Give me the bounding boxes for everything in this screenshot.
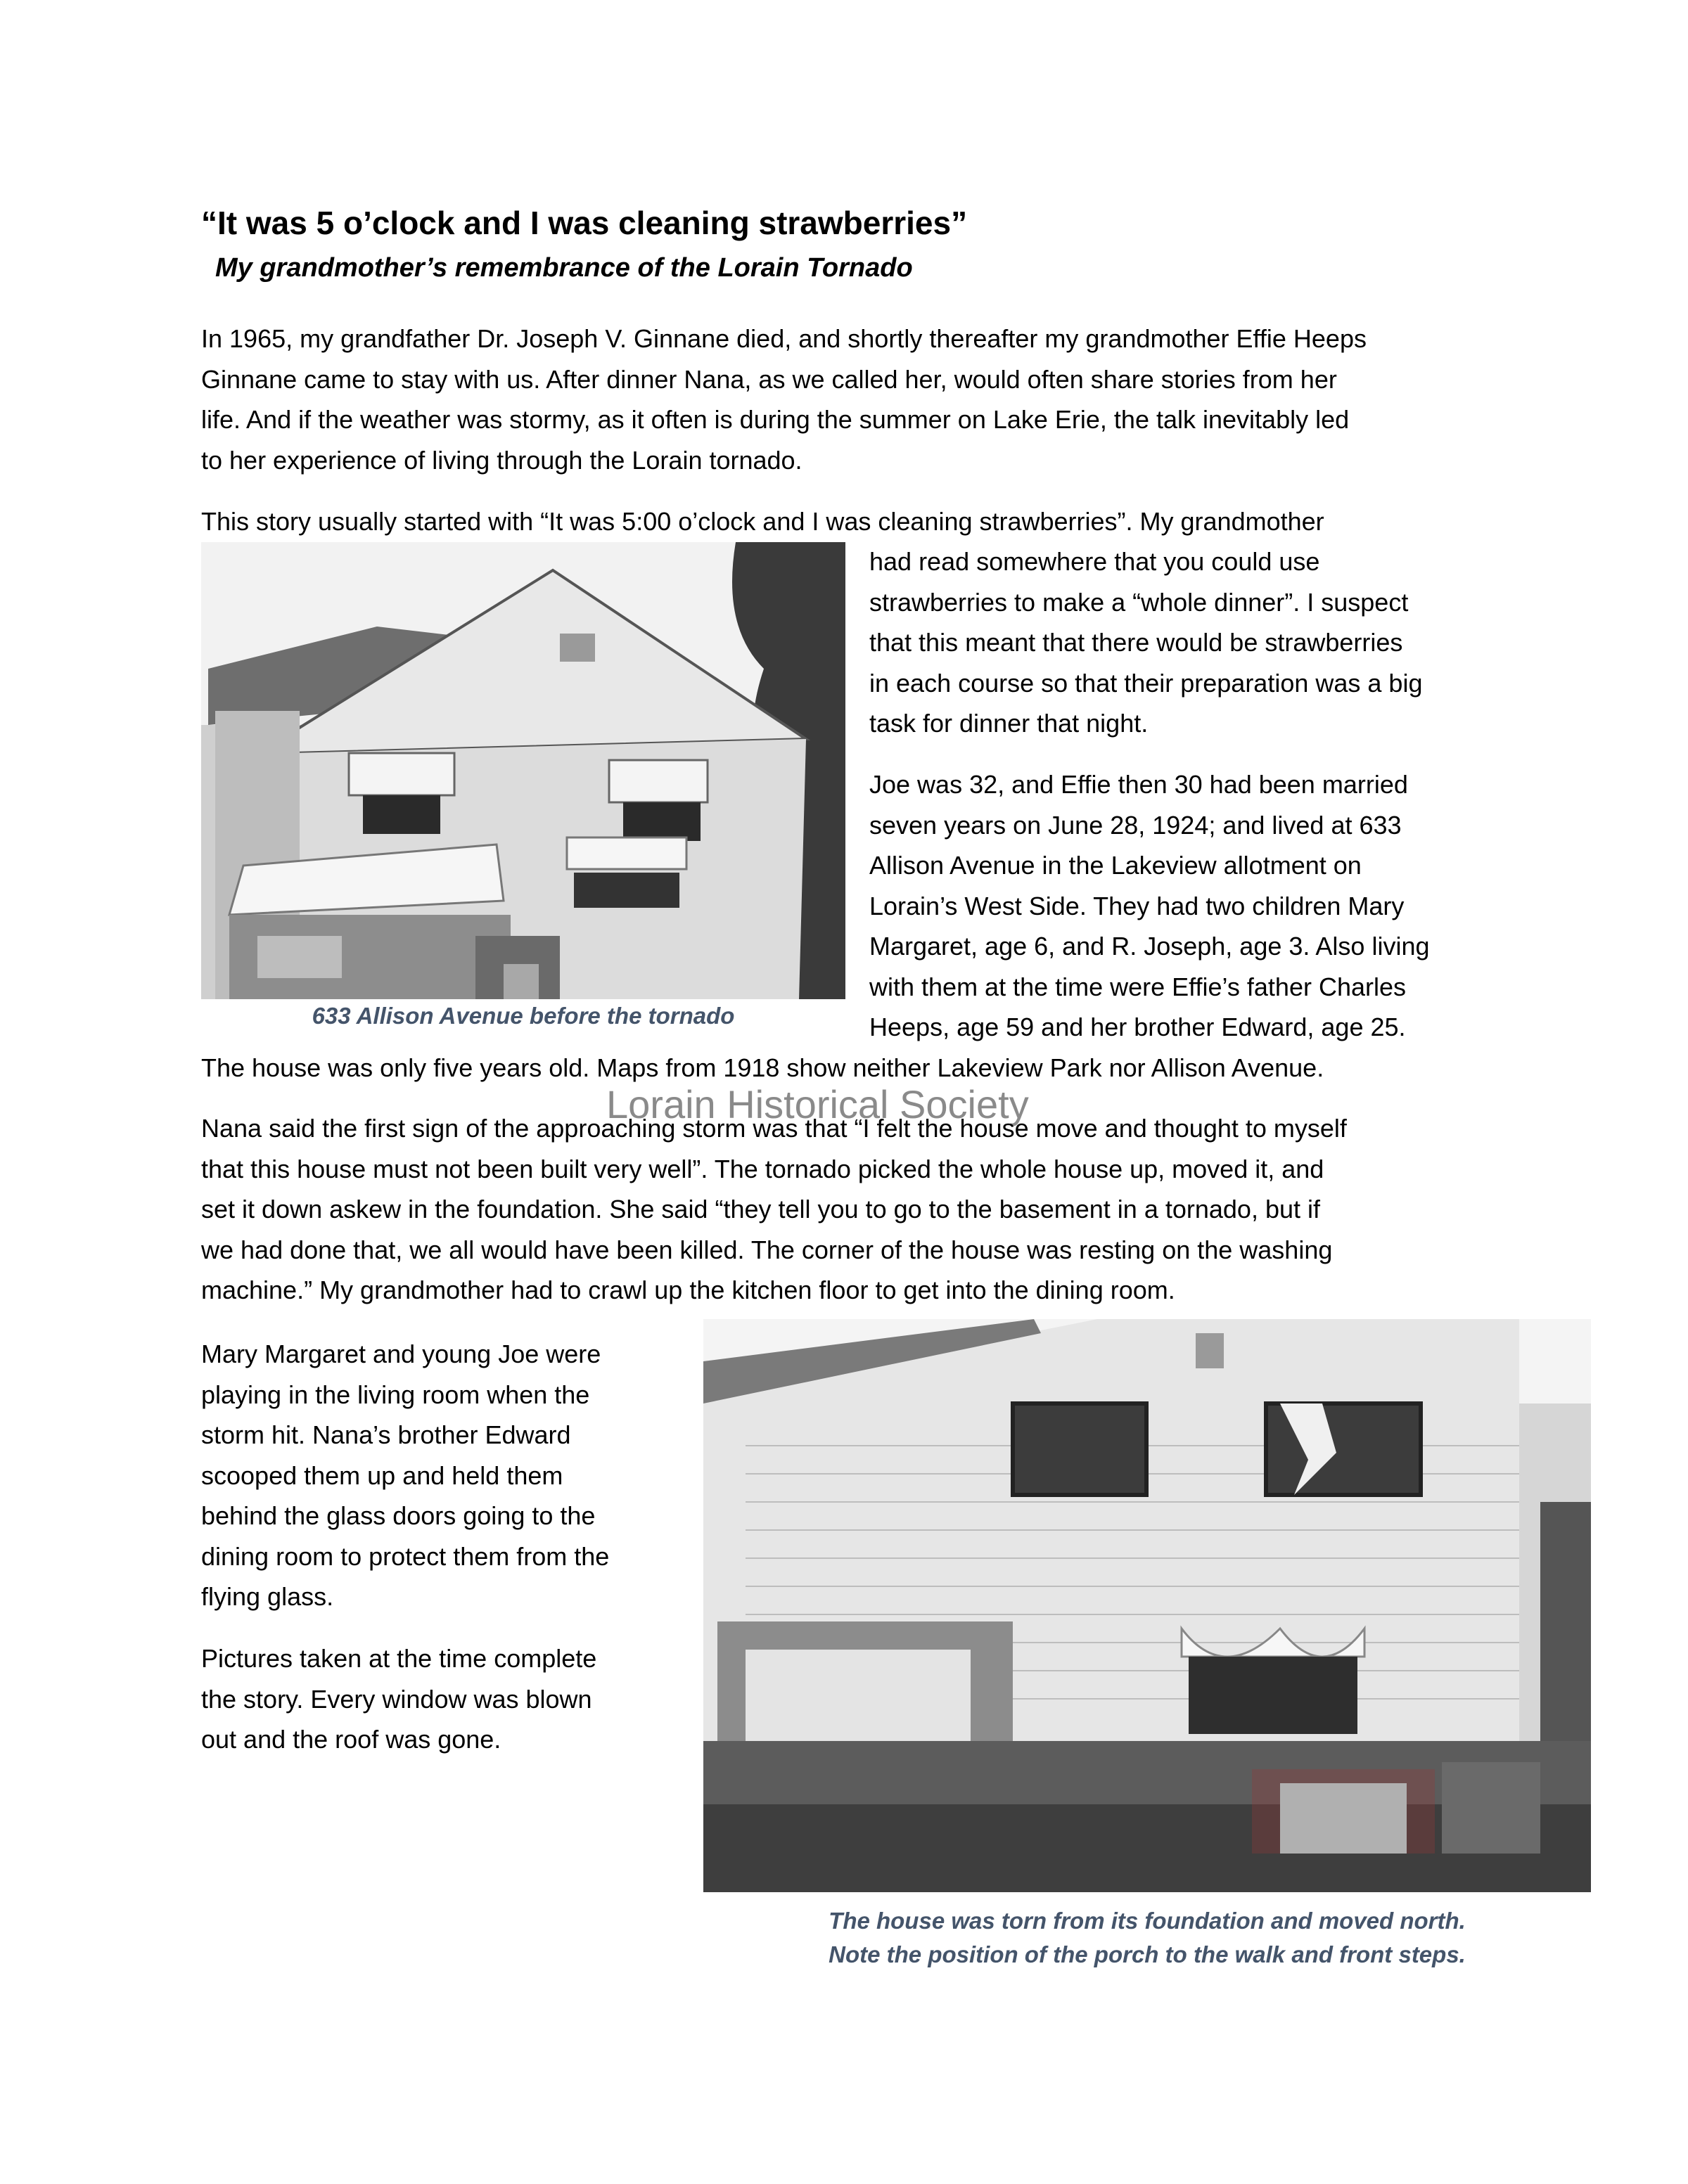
text-line: in each course so that their preparation was a big xyxy=(869,668,1423,698)
text-line: Nana said the first sign of the approaching storm was that “I felt the house move and thought to myself xyxy=(201,1114,1347,1143)
text-line: life. And if the weather was stormy, as it often is during the summer on Lake Erie, the talk inevitably led xyxy=(201,405,1350,434)
text-line: machine.” My grandmother had to crawl up the kitchen floor to get into the dining room. xyxy=(201,1276,1175,1304)
paragraph-children xyxy=(201,1334,609,1617)
text-line: Margaret, age 6, and R. Joseph, age 3. Also living xyxy=(869,932,1430,961)
text-line: that this meant that there would be strawberries xyxy=(869,628,1403,657)
paragraph-house-age: The house was only five years old. Maps from 1918 show neither Lakeview Park nor Allison Avenue. xyxy=(201,1053,1324,1082)
text-line: we had done that, we all would have been killed. The corner of the house was resting on the washing xyxy=(201,1235,1333,1264)
text-line: to her experience of living through the Lorain tornado. xyxy=(201,445,803,475)
text-line: that this house must not been built very well”. The tornado picked the whole house up, moved it, and xyxy=(201,1154,1324,1183)
caption-line: The house was torn from its foundation and moved north. xyxy=(829,1908,1466,1934)
text-line: seven years on June 28, 1924; and lived at 633 xyxy=(869,810,1402,840)
text-line: playing in the living room when the xyxy=(201,1380,590,1409)
text-line: out and the roof was gone. xyxy=(201,1725,501,1754)
text-line: In 1965, my grandfather Dr. Joseph V. Ginnane died, and shortly thereafter my grandmother Effie Heeps xyxy=(201,324,1367,353)
caption-line: Note the position of the porch to the walk and front steps. xyxy=(829,1941,1466,1967)
text-line: dining room to protect them from the xyxy=(201,1541,610,1571)
text-line: Allison Avenue in the Lakeview allotment on xyxy=(869,851,1362,880)
article-title: “It was 5 o’clock and I was cleaning strawberries” xyxy=(201,205,968,241)
text-line: Pictures taken at the time complete xyxy=(201,1644,597,1673)
text-line: behind the glass doors going to the xyxy=(201,1501,596,1530)
text-line: task for dinner that night. xyxy=(869,709,1149,738)
text-line: storm hit. Nana’s brother Edward xyxy=(201,1420,571,1449)
text-line: with them at the time were Effie’s father Charles xyxy=(869,972,1407,1001)
photo-caption-before: 633 Allison Avenue before the tornado xyxy=(312,1003,735,1029)
paragraph-strawberries-first-line: This story usually started with “It was 5:00 o’clock and I was cleaning strawberries”. My grandmother xyxy=(201,507,1324,536)
text-line: Ginnane came to stay with us. After dinner Nana, as we called her, would often share stories from her xyxy=(201,364,1337,394)
article-subtitle: My grandmother’s remembrance of the Lorain Tornado xyxy=(215,253,913,283)
text-line: Heeps, age 59 and her brother Edward, age 25. xyxy=(869,1013,1406,1041)
text-line: set it down askew in the foundation. She said “they tell you to go to the basement in a tornado, but if xyxy=(201,1195,1320,1223)
paragraph-strawberries xyxy=(869,541,1422,744)
paragraph-family xyxy=(869,764,1429,1048)
photo-house-after-tornado xyxy=(703,1319,1591,1892)
paragraph-pictures xyxy=(201,1638,596,1760)
text-line: strawberries to make a “whole dinner”. I suspect xyxy=(869,587,1409,617)
text-line: Joe was 32, and Effie then 30 had been married xyxy=(869,770,1408,799)
photo-caption-after xyxy=(703,1904,1591,1972)
text-line: had read somewhere that you could use xyxy=(869,547,1320,576)
photo-house-before-tornado xyxy=(201,542,845,999)
paragraph-intro xyxy=(201,319,1367,480)
text-line: Mary Margaret and young Joe were xyxy=(201,1340,601,1368)
text-line: the story. Every window was blown xyxy=(201,1684,592,1714)
text-line: flying glass. xyxy=(201,1582,334,1611)
text-line: scooped them up and held them xyxy=(201,1460,563,1490)
paragraph-storm xyxy=(201,1108,1347,1311)
watermark-text: Lorain Historical Society xyxy=(606,1082,1029,1126)
text-line: Lorain’s West Side. They had two children Mary xyxy=(869,891,1405,920)
